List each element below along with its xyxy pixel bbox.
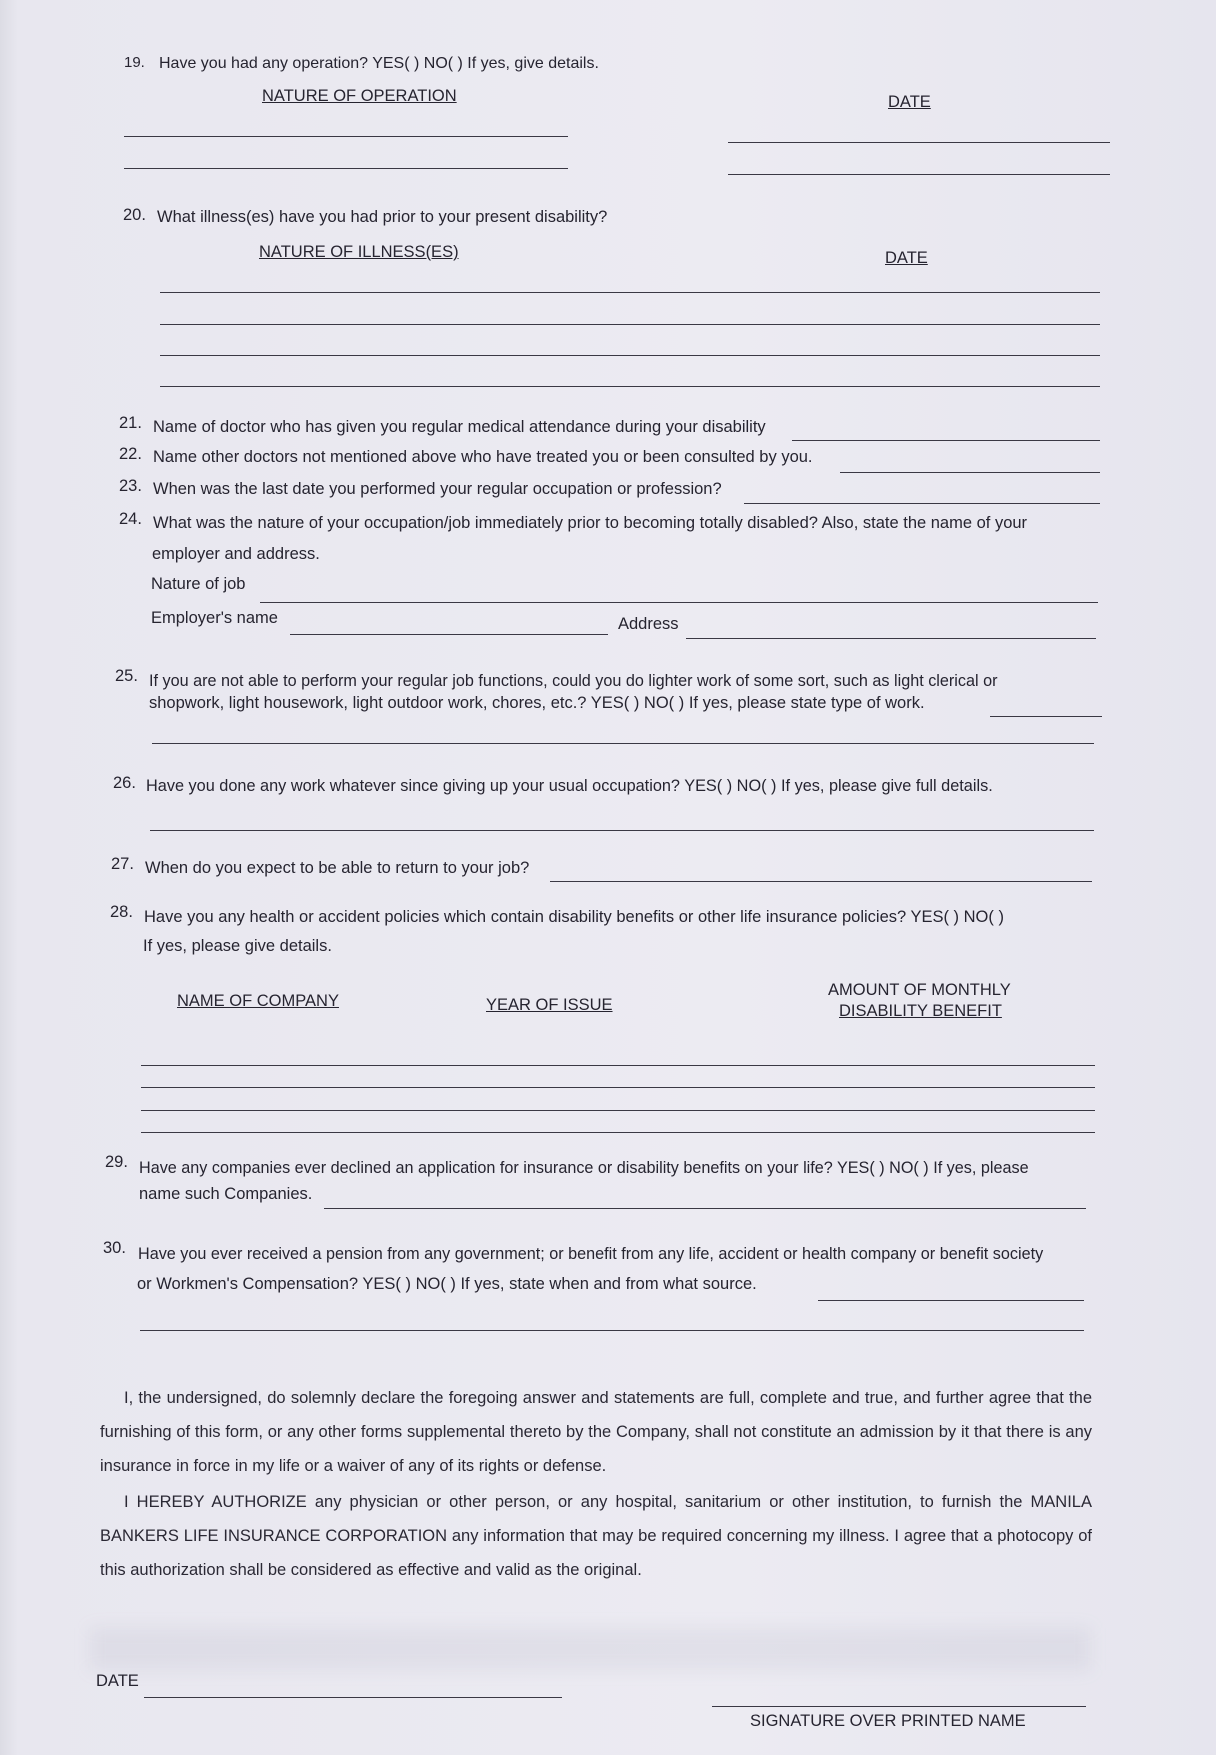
lighter-work-type-field[interactable] (990, 716, 1102, 717)
question-number: 25. (115, 667, 138, 685)
pension-source-field[interactable] (818, 1300, 1084, 1301)
question-text: Have you done any work whatever since giving up your usual occupation? YES( ) NO( ) If yes, please give full details. (146, 777, 993, 795)
date-field[interactable] (144, 1697, 562, 1698)
question-number: 20. (123, 206, 146, 224)
question-text: When do you expect to be able to return to your job? (145, 859, 530, 877)
work-details-field[interactable] (150, 830, 1094, 831)
policy-row-3[interactable] (141, 1110, 1095, 1111)
column-header-nature-of-illness: NATURE OF ILLNESS(ES) (259, 243, 459, 261)
declaration (100, 1381, 1092, 1587)
operation-nature-field-1[interactable] (124, 136, 568, 137)
question-text: When was the last date you performed your regular occupation or profession? (153, 480, 722, 498)
question-text-line-2: or Workmen's Compensation? YES( ) NO( ) If yes, state when and from what source. (137, 1275, 757, 1293)
question-text-line-1: What was the nature of your occupation/job immediately prior to becoming totally disabled? Also, state the name of your (153, 514, 1028, 532)
pension-source-field-2[interactable] (140, 1330, 1084, 1331)
question-text: Have you had any operation? YES( ) NO( ) If yes, give details. (159, 55, 599, 72)
question-text: What illness(es) have you had prior to your present disability? (157, 208, 608, 226)
question-text-line-1: If you are not able to perform your regular job functions, could you do lighter work of some sort, such as light clerical or (149, 672, 998, 690)
employer-name-label: Employer's name (151, 609, 278, 627)
illness-field-3[interactable] (160, 355, 1100, 356)
question-number: 27. (111, 855, 134, 873)
operation-nature-field-2[interactable] (124, 168, 568, 169)
nature-of-job-label: Nature of job (151, 575, 246, 593)
scan-smudge (90, 1628, 1090, 1670)
address-label: Address (618, 615, 679, 633)
question-text-line-2: shopwork, light housework, light outdoor work, chores, etc.? YES( ) NO( ) If yes, please state type of work. (149, 694, 925, 712)
illness-field-4[interactable] (160, 386, 1100, 387)
operation-date-field-2[interactable] (728, 174, 1110, 175)
question-text-line-2: employer and address. (152, 545, 320, 563)
question-number: 21. (119, 414, 142, 432)
illness-field-1[interactable] (160, 292, 1100, 293)
column-header-company: NAME OF COMPANY (177, 992, 339, 1010)
date-label: DATE (96, 1672, 139, 1690)
question-number: 30. (103, 1239, 126, 1257)
column-header-date: DATE (888, 93, 931, 111)
nature-of-job-field[interactable] (260, 602, 1098, 603)
question-text-line-1: Have you any health or accident policies which contain disability benefits or other life insurance policies? YES( ) NO( ) (144, 908, 1004, 926)
lighter-work-type-field-2[interactable] (152, 743, 1094, 744)
column-header-date: DATE (885, 249, 928, 267)
operation-date-field-1[interactable] (728, 142, 1110, 143)
regular-doctor-field[interactable] (792, 440, 1100, 441)
question-text: Name of doctor who has given you regular medical attendance during your disability (153, 418, 766, 436)
policy-row-2[interactable] (141, 1087, 1095, 1088)
column-header-year-of-issue: YEAR OF ISSUE (486, 996, 613, 1014)
last-work-date-field[interactable] (744, 503, 1100, 504)
other-doctors-field[interactable] (840, 472, 1100, 473)
authorization-paragraph: I HEREBY AUTHORIZE any physician or other person, or any hospital, sanitarium or other institution, to furnish the MANILA BANKERS LIFE INSURANCE CORPORATION any information that may be required concerning my illness. I agree that a photocopy of this authorization shall be considered as effective and valid as the original. (100, 1493, 1092, 1579)
question-text: Name other doctors not mentioned above who have treated you or been consulted by you. (153, 448, 813, 466)
question-text-line-1: Have you ever received a pension from any government; or benefit from any life, accident or health company or benefit society (138, 1245, 1044, 1263)
question-number: 28. (110, 903, 133, 921)
illness-field-2[interactable] (160, 324, 1100, 325)
question-text-line-2: name such Companies. (139, 1185, 313, 1203)
signature-field[interactable] (712, 1706, 1086, 1707)
question-number: 23. (119, 477, 142, 495)
question-text-line-1: Have any companies ever declined an application for insurance or disability benefits on your life? YES( ) NO( ) If yes, please (139, 1159, 1029, 1177)
question-number: 24. (119, 510, 142, 528)
declined-companies-field[interactable] (324, 1208, 1086, 1209)
column-header-amount-line-2: DISABILITY BENEFIT (839, 1002, 1002, 1020)
question-text-line-2: If yes, please give details. (143, 937, 332, 955)
employer-address-field[interactable] (686, 638, 1096, 639)
column-header-nature-of-operation: NATURE OF OPERATION (262, 87, 457, 105)
policy-row-4[interactable] (141, 1132, 1095, 1133)
employer-name-field[interactable] (290, 634, 608, 635)
return-to-job-field[interactable] (550, 881, 1092, 882)
question-number: 29. (105, 1153, 128, 1171)
declaration-paragraph: I, the undersigned, do solemnly declare the foregoing answer and statements are full, complete and true, and further agree that the furnishing of this form, or any other forms supplemental thereto by the Company, shall not constitute an admission by it that there is any insurance in force in my life or a waiver of any of its rights or defense. (100, 1389, 1092, 1475)
question-number: 26. (113, 774, 136, 792)
policy-row-1[interactable] (141, 1065, 1095, 1066)
signature-label: SIGNATURE OVER PRINTED NAME (750, 1712, 1026, 1730)
column-header-amount-line-1: AMOUNT OF MONTHLY (828, 981, 1011, 999)
question-number: 19. (124, 54, 145, 71)
question-number: 22. (119, 445, 142, 463)
